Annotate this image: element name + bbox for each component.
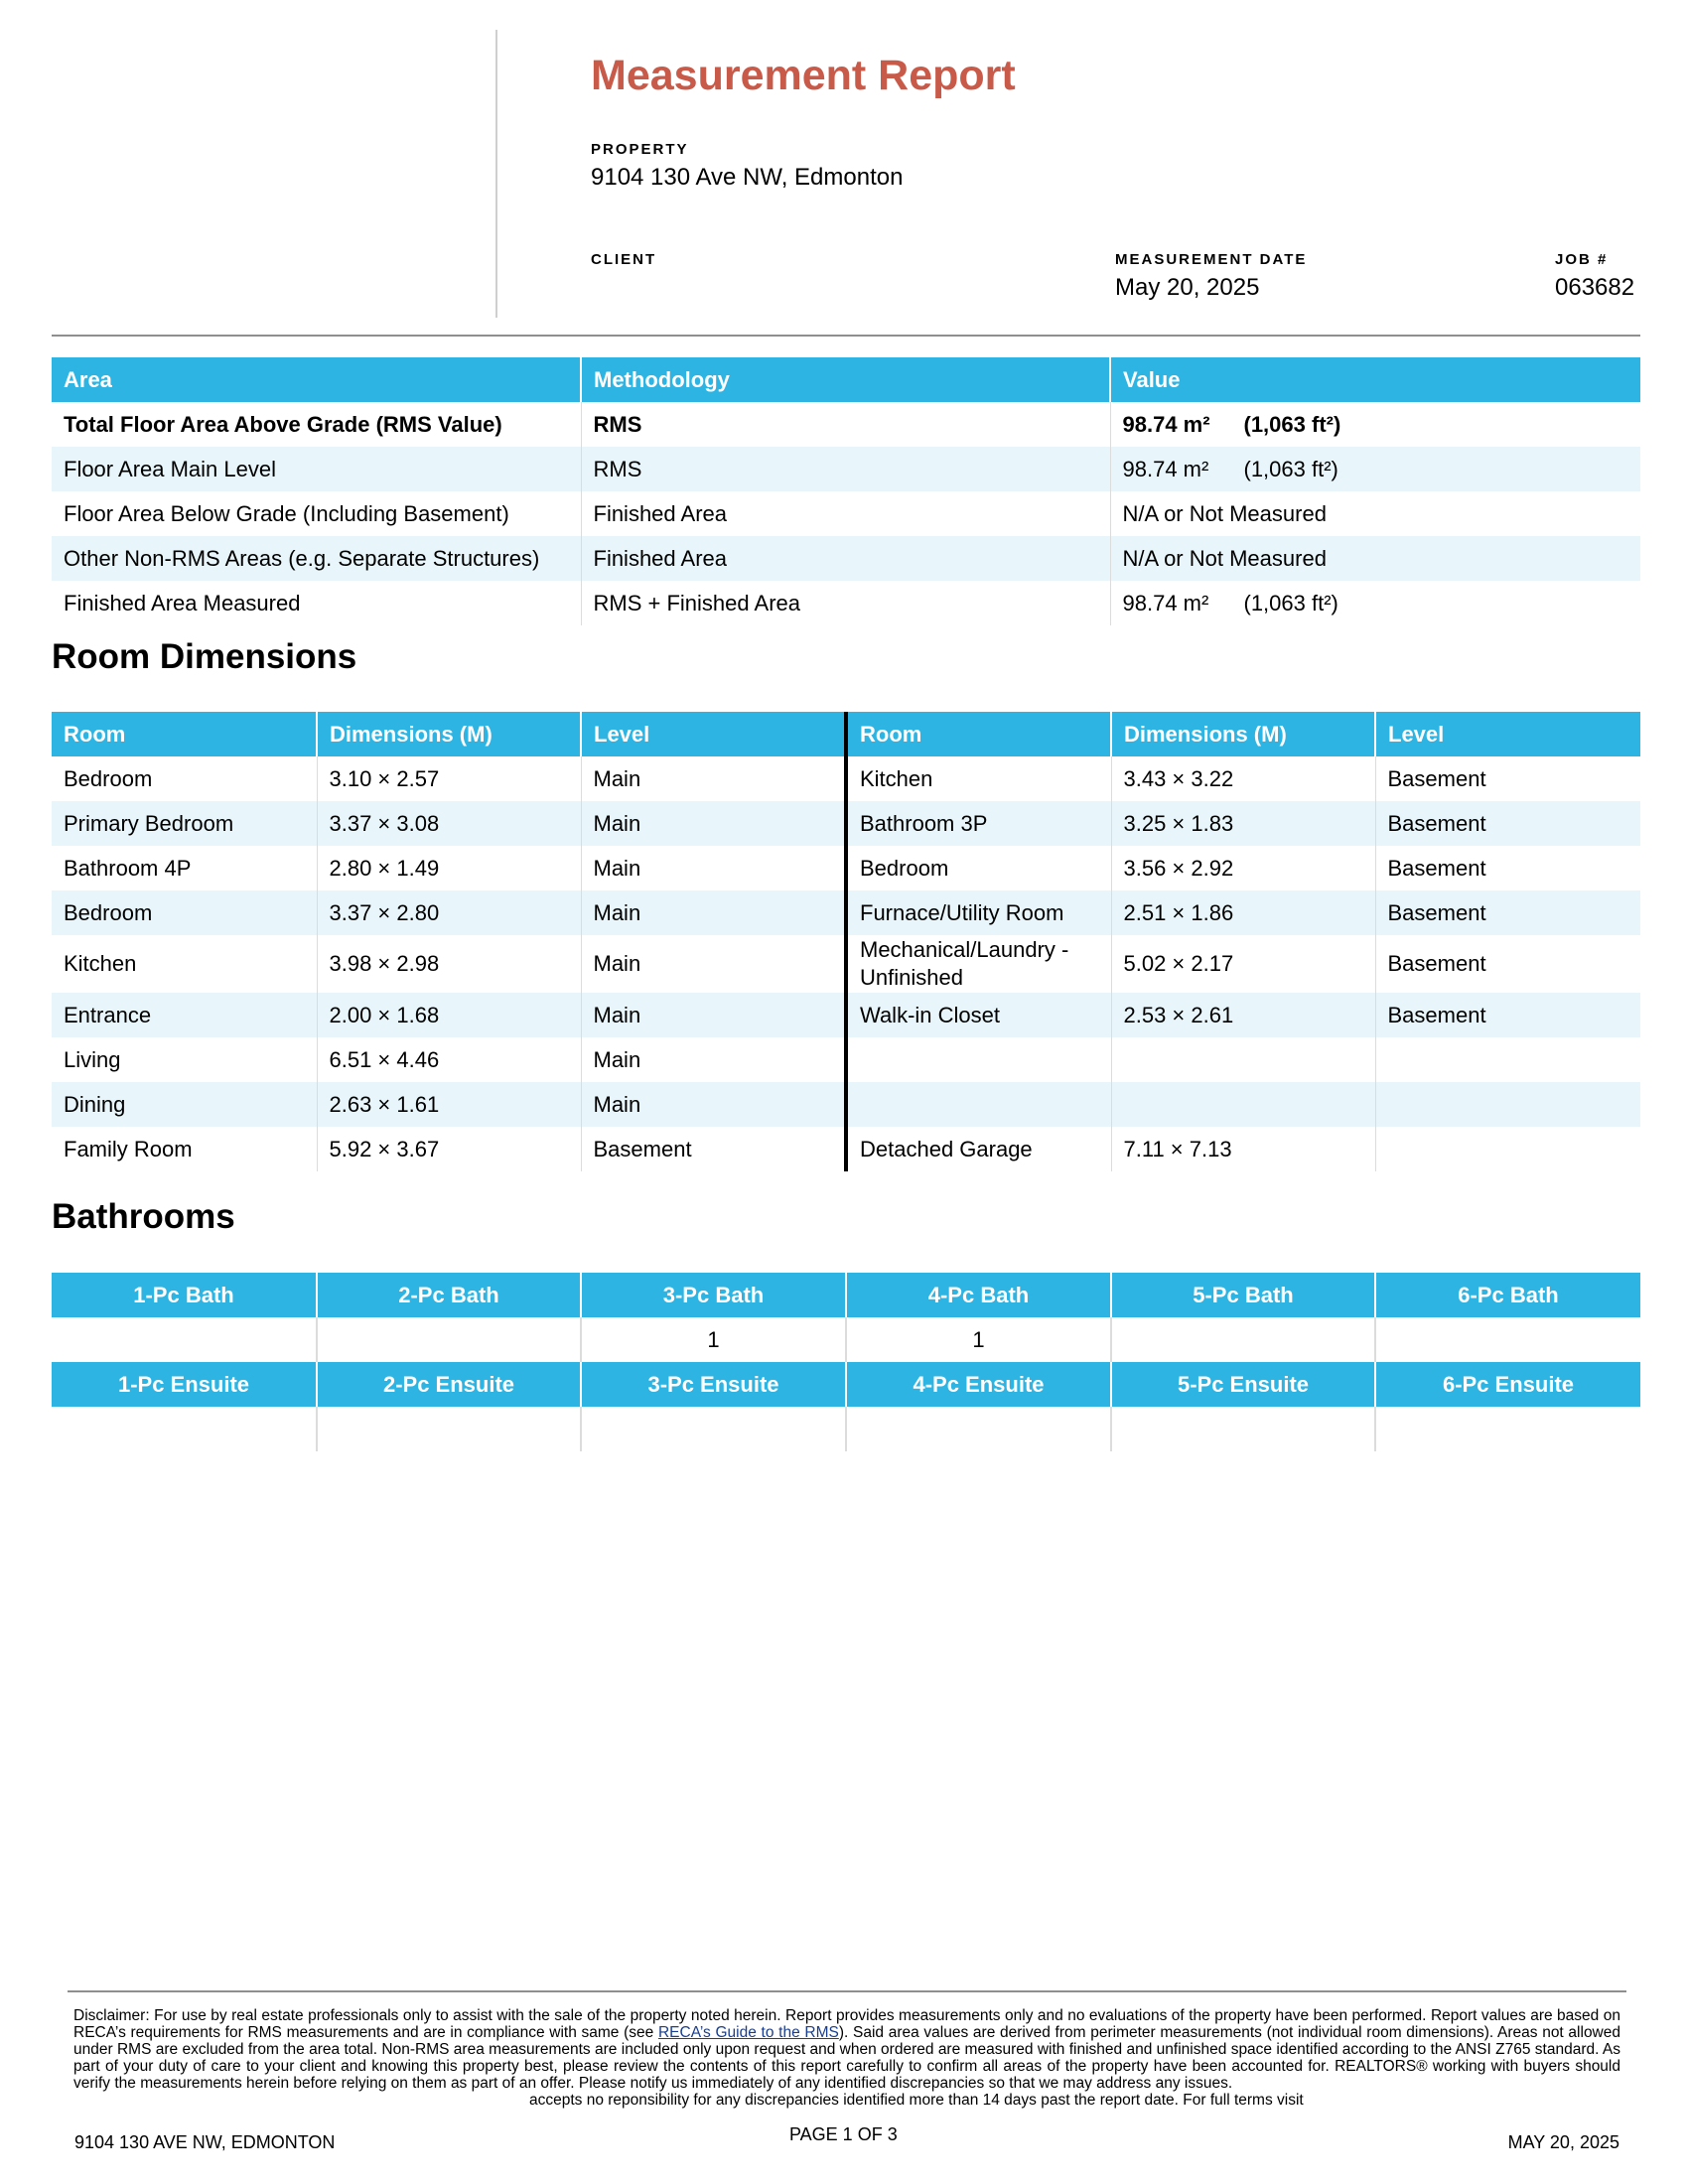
level-header: Level xyxy=(1375,712,1640,756)
ensuite-header: 2-Pc Ensuite xyxy=(317,1362,581,1407)
bath-header-row xyxy=(52,1273,1640,1317)
bath-header: 1-Pc Bath xyxy=(52,1273,317,1317)
room-table-row xyxy=(52,935,1640,993)
bath-count xyxy=(1111,1317,1375,1362)
room-dimensions-cell: 6.51 × 4.46 xyxy=(317,1037,581,1082)
methodology-cell: RMS xyxy=(581,447,1110,491)
value-m2: 98.74 m² xyxy=(1122,411,1210,437)
room-table-header xyxy=(52,712,1640,756)
room-header: Room xyxy=(846,712,1111,756)
value-cell xyxy=(1110,447,1640,491)
room-dimensions-cell: 3.25 × 1.83 xyxy=(1111,801,1375,846)
ensuite-header: 3-Pc Ensuite xyxy=(581,1362,846,1407)
room-table-row xyxy=(52,993,1640,1037)
ensuite-count xyxy=(52,1407,317,1451)
room-dimensions-cell: 3.43 × 3.22 xyxy=(1111,756,1375,801)
room-name-cell xyxy=(846,1037,1111,1082)
room-level-cell: Main xyxy=(581,993,846,1037)
bath-count: 1 xyxy=(846,1317,1111,1362)
area-cell: Other Non-RMS Areas (e.g. Separate Structures) xyxy=(52,536,581,581)
value-m2: N/A or Not Measured xyxy=(1122,500,1327,526)
room-table-row xyxy=(52,1127,1640,1171)
value-cell xyxy=(1110,402,1640,447)
bath-header: 5-Pc Bath xyxy=(1111,1273,1375,1317)
disclaimer xyxy=(73,2007,1620,2092)
bath-count: 1 xyxy=(581,1317,846,1362)
room-dimensions-cell: 5.92 × 3.67 xyxy=(317,1127,581,1171)
room-name-cell: Detached Garage xyxy=(846,1127,1111,1171)
methodology-cell: RMS xyxy=(581,402,1110,447)
room-level-cell: Basement xyxy=(1387,951,1486,976)
room-dimensions-cell xyxy=(1111,1082,1375,1127)
value-m2: 98.74 m² xyxy=(1122,456,1209,481)
area-table-header xyxy=(52,357,1640,402)
area-table xyxy=(52,357,1640,625)
room-level-cell xyxy=(1375,1037,1640,1082)
client-label: CLIENT xyxy=(591,251,657,268)
room-table-row xyxy=(52,801,1640,846)
room-level-cell: Basement xyxy=(1375,993,1640,1037)
value-m2: N/A or Not Measured xyxy=(1122,545,1327,571)
room-name-cell: Walk-in Closet xyxy=(846,993,1111,1037)
value-ft2: (1,063 ft²) xyxy=(1243,590,1338,615)
room-dimensions-cell: 5.02 × 2.17 xyxy=(1111,935,1375,993)
room-level-cell: Main xyxy=(581,890,846,935)
level-header: Level xyxy=(581,712,846,756)
property-label: PROPERTY xyxy=(591,141,689,158)
value-cell xyxy=(1110,536,1640,581)
value-cell xyxy=(1110,491,1640,536)
room-level-cell: Main xyxy=(581,935,846,993)
value-ft2: (1,063 ft²) xyxy=(1243,411,1341,437)
room-dimensions-cell: 2.63 × 1.61 xyxy=(317,1082,581,1127)
measurement-date-label: MEASUREMENT DATE xyxy=(1115,251,1308,268)
room-level-cell: Basement xyxy=(581,1127,846,1171)
room-dimensions-cell: 3.37 × 2.80 xyxy=(317,890,581,935)
bath-count xyxy=(1375,1317,1640,1362)
room-table-row xyxy=(52,756,1640,801)
area-cell: Finished Area Measured xyxy=(52,581,581,625)
room-level-cell: Basement xyxy=(1375,890,1640,935)
room-name-cell: Bedroom xyxy=(846,846,1111,890)
room-table-row xyxy=(52,846,1640,890)
value-ft2: (1,063 ft²) xyxy=(1243,456,1338,481)
room-table-row xyxy=(52,1082,1640,1127)
room-dimensions-cell: 2.53 × 2.61 xyxy=(1111,993,1375,1037)
ensuite-count xyxy=(581,1407,846,1451)
room-header: Room xyxy=(52,712,317,756)
room-level-cell: Main xyxy=(581,1082,846,1127)
room-dimensions-cell: 3.56 × 2.92 xyxy=(1111,846,1375,890)
bath-count xyxy=(52,1317,317,1362)
room-dimensions-title: Room Dimensions xyxy=(52,637,357,676)
room-level-cell: Main xyxy=(581,801,846,846)
bath-header: 4-Pc Bath xyxy=(846,1273,1111,1317)
header-divider xyxy=(495,30,497,318)
room-name-cell: Kitchen xyxy=(846,756,1111,801)
job-number-label: JOB # xyxy=(1555,251,1609,268)
ensuite-count xyxy=(846,1407,1111,1451)
ensuite-count xyxy=(1111,1407,1375,1451)
room-name-cell: Kitchen xyxy=(52,935,317,993)
room-level-cell xyxy=(1375,1127,1640,1171)
room-name-cell: Bathroom 3P xyxy=(846,801,1111,846)
header-rule xyxy=(52,335,1640,337)
room-dimensions-cell: 3.98 × 2.98 xyxy=(317,935,581,993)
footer-date: MAY 20, 2025 xyxy=(1507,2132,1619,2152)
room-table-row xyxy=(52,890,1640,935)
dimensions-header: Dimensions (M) xyxy=(1111,712,1375,756)
room-level-cell: Basement xyxy=(1387,765,1486,791)
disclaimer-text-continued: ). Said area values are derived from perimeter measurements (not individual room dimensions). Areas not allowed under RMS are excluded from the area total. Non-RMS area measurements are included only upon request and when ordered are measured with finished and unfinished space identified according to the ANSI Z765 standard. As part of your duty of care to your client and knowing this property best, please review the contents of this report carefully to confirm all areas of the property have been accounted for. REALTORS® working with buyers should verify the measurements herein before relying on them as part of an offer. Please notify us immediately of any identified discrepancies so that we may address any issues. xyxy=(73,2024,1620,2092)
room-name-cell: Entrance xyxy=(52,993,317,1037)
footer-page-number: PAGE 1 OF 3 xyxy=(789,2124,898,2144)
room-dimensions-cell: 3.37 × 3.08 xyxy=(317,801,581,846)
methodology-cell: Finished Area xyxy=(581,536,1110,581)
footer-rule xyxy=(68,1990,1626,1992)
room-dimensions-cell: 7.11 × 7.13 xyxy=(1111,1127,1375,1171)
ensuite-count-row xyxy=(52,1407,1640,1451)
area-table-row xyxy=(52,447,1640,491)
value-cell xyxy=(1110,581,1640,625)
ensuite-count xyxy=(317,1407,581,1451)
room-name-cell: Living xyxy=(52,1037,317,1082)
bath-header: 2-Pc Bath xyxy=(317,1273,581,1317)
footer-address: 9104 130 AVE NW, EDMONTON xyxy=(74,2132,336,2152)
disclaimer-tail: accepts no reponsibility for any discrepancies identified more than 14 days past the report date. For full terms visit xyxy=(529,2092,1304,2109)
job-number-value: 063682 xyxy=(1555,274,1635,301)
area-table-row xyxy=(52,402,1640,447)
room-name-cell: Bedroom xyxy=(52,890,317,935)
ensuite-header: 6-Pc Ensuite xyxy=(1375,1362,1640,1407)
room-table-row xyxy=(52,1037,1640,1082)
room-level-cell: Main xyxy=(581,756,846,801)
room-level-cell: Basement xyxy=(1375,801,1640,846)
room-dimensions-cell: 2.80 × 1.49 xyxy=(317,846,581,890)
bathrooms-title: Bathrooms xyxy=(52,1197,235,1236)
area-table-row xyxy=(52,536,1640,581)
room-level-cell: Basement xyxy=(1387,855,1486,881)
room-name-cell: Primary Bedroom xyxy=(52,801,317,846)
bathrooms-table xyxy=(52,1273,1640,1451)
methodology-cell: Finished Area xyxy=(581,491,1110,536)
area-cell: Floor Area Below Grade (Including Basement) xyxy=(52,491,581,536)
room-level-cell: Main xyxy=(581,846,846,890)
ensuite-header: 4-Pc Ensuite xyxy=(846,1362,1111,1407)
ensuite-header: 1-Pc Ensuite xyxy=(52,1362,317,1407)
room-name-cell: Bathroom 4P xyxy=(52,846,317,890)
area-cell: Total Floor Area Above Grade (RMS Value) xyxy=(52,402,581,447)
methodology-header: Methodology xyxy=(581,357,1110,402)
area-header: Area xyxy=(52,357,581,402)
dimensions-header: Dimensions (M) xyxy=(317,712,581,756)
bath-header: 3-Pc Bath xyxy=(581,1273,846,1317)
area-table-row xyxy=(52,581,1640,625)
room-dimensions-cell xyxy=(1111,1037,1375,1082)
measurement-date-value: May 20, 2025 xyxy=(1115,274,1260,301)
room-dimensions-cell: 2.00 × 1.68 xyxy=(317,993,581,1037)
room-name-cell: Dining xyxy=(52,1082,317,1127)
value-m2: 98.74 m² xyxy=(1122,590,1209,615)
area-table-row xyxy=(52,491,1640,536)
property-value: 9104 130 Ave NW, Edmonton xyxy=(591,164,904,191)
room-level-cell xyxy=(1375,1082,1640,1127)
value-header: Value xyxy=(1110,357,1640,402)
room-level-cell: Main xyxy=(581,1037,846,1082)
room-name-cell: Bedroom xyxy=(52,756,317,801)
room-dimensions-cell: 3.10 × 2.57 xyxy=(317,756,581,801)
room-name-cell: Family Room xyxy=(52,1127,317,1171)
ensuite-count xyxy=(1375,1407,1640,1451)
bath-count-row xyxy=(52,1317,1640,1362)
methodology-cell: RMS + Finished Area xyxy=(581,581,1110,625)
ensuite-header-row xyxy=(52,1362,1640,1407)
reca-guide-link[interactable]: RECA’s Guide to the RMS xyxy=(657,2024,839,2041)
bath-header: 6-Pc Bath xyxy=(1375,1273,1640,1317)
area-cell: Floor Area Main Level xyxy=(52,447,581,491)
disclaimer-text: Disclaimer: For use by real estate professionals only to assist with the sale of the property noted herein. Report provides measurements only and no evaluations of the property have been performed. Report values are based on RECA’s requirements for RMS measurements and are in compliance with same (see xyxy=(73,2007,1620,2041)
room-dimensions-table xyxy=(52,712,1640,1171)
room-name-cell xyxy=(846,1082,1111,1127)
bath-count xyxy=(317,1317,581,1362)
room-dimensions-cell: 2.51 × 1.86 xyxy=(1111,890,1375,935)
room-name-cell: Furnace/Utility Room xyxy=(846,890,1111,935)
ensuite-header: 5-Pc Ensuite xyxy=(1111,1362,1375,1407)
report-title: Measurement Report xyxy=(591,52,1016,99)
room-name-cell: Mechanical/Laundry - Unfinished xyxy=(846,935,1111,993)
